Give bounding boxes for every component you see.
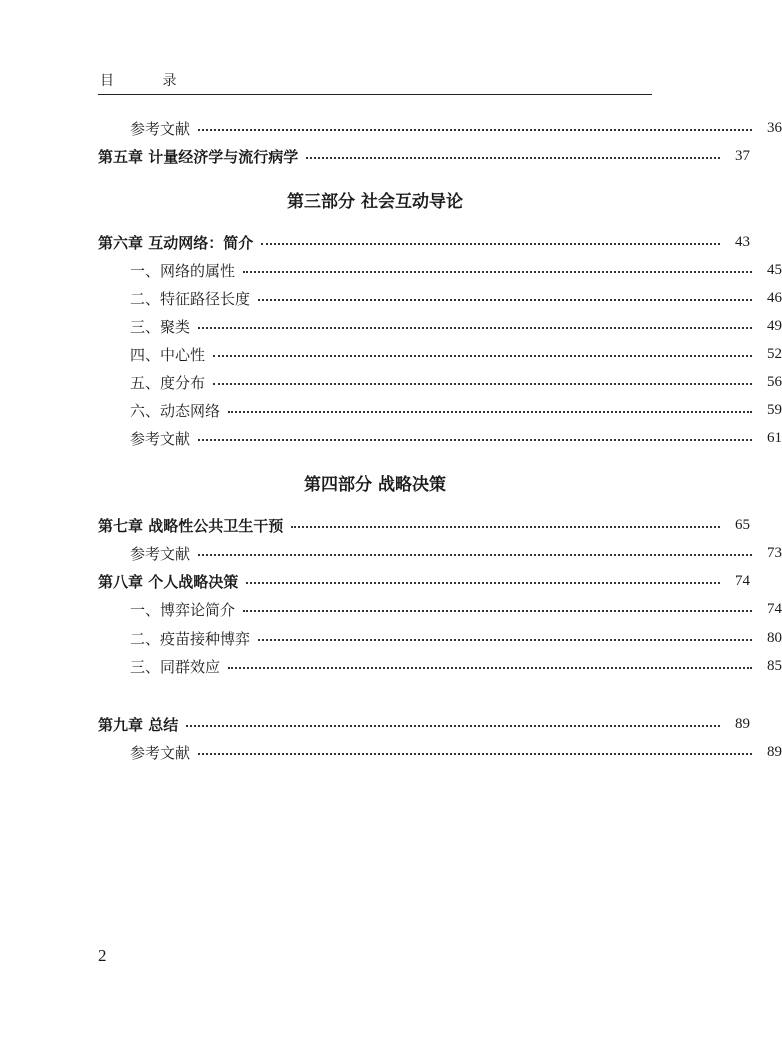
dot-leader: [246, 582, 720, 584]
toc-entry[interactable]: [0, 739, 782, 765]
toc-entry[interactable]: [0, 596, 782, 622]
toc-entry-label: 二、疫苗接种博弈: [130, 629, 251, 648]
dot-leader: [198, 554, 752, 556]
toc-entry[interactable]: [0, 369, 782, 395]
toc-entry-label: 参考文献: [130, 429, 191, 448]
toc-entry-label: 第六章 互动网络：简介: [98, 233, 254, 252]
dot-leader: [291, 526, 720, 528]
toc-entry-label: 三、同群效应: [130, 657, 221, 676]
toc-entry-label: 一、博弈论简介: [130, 600, 236, 619]
toc-page-number: 74: [735, 572, 750, 589]
dot-leader: [198, 327, 752, 329]
toc-entry-label: 第五章 计量经济学与流行病学: [98, 147, 299, 166]
toc-chapter-entry[interactable]: [0, 512, 750, 538]
dot-leader: [198, 439, 752, 441]
toc-entry-label: 第七章 战略性公共卫生干预: [98, 516, 284, 535]
toc-entry-label: 一、网络的属性: [130, 261, 236, 280]
toc-entry[interactable]: [0, 341, 782, 367]
toc-page-number: 73: [767, 544, 782, 561]
toc-page-number: 59: [767, 401, 782, 418]
part-title: 第三部分 社会互动导论: [287, 192, 463, 212]
toc-entry[interactable]: [0, 397, 782, 423]
toc-page-number: 65: [735, 516, 750, 533]
dot-leader: [228, 411, 752, 413]
toc-entry[interactable]: [0, 257, 782, 283]
toc-entry-label: 六、动态网络: [130, 401, 221, 420]
toc-chapter-entry[interactable]: [0, 568, 750, 594]
toc-entry[interactable]: [0, 425, 782, 451]
dot-leader: [306, 157, 720, 159]
dot-leader: [198, 753, 752, 755]
dot-leader: [261, 243, 720, 245]
toc-page-number: 85: [767, 657, 782, 674]
part-title: 第四部分 战略决策: [304, 475, 446, 495]
toc-page-number: 89: [735, 715, 750, 732]
toc-entry-label: 参考文献: [130, 544, 191, 563]
toc-page-number: 74: [767, 600, 782, 617]
toc-page-number: 37: [735, 147, 750, 164]
dot-leader: [228, 667, 752, 669]
toc-entry-label: 第八章 个人战略决策: [98, 572, 239, 591]
toc-page-number: 45: [767, 261, 782, 278]
toc-page-number: 89: [767, 743, 782, 760]
toc-page-number: 49: [767, 317, 782, 334]
toc-page-number: 80: [767, 629, 782, 646]
page-number: 2: [98, 946, 107, 965]
toc-entry-label: 参考文献: [130, 119, 191, 138]
toc-entry[interactable]: [0, 285, 782, 311]
dot-leader: [258, 299, 752, 301]
toc-page-number: 52: [767, 345, 782, 362]
toc-chapter-entry[interactable]: [0, 229, 750, 255]
toc-entry[interactable]: [0, 313, 782, 339]
running-header: [98, 70, 652, 95]
toc-entry-label: 参考文献: [130, 743, 191, 762]
toc-page-number: 43: [735, 233, 750, 250]
dot-leader: [243, 271, 752, 273]
toc-entry[interactable]: [0, 115, 782, 141]
toc-page-number: 36: [767, 119, 782, 136]
toc-entry[interactable]: [0, 625, 782, 651]
dot-leader: [186, 725, 720, 727]
toc-entry[interactable]: [0, 540, 782, 566]
dot-leader: [213, 383, 752, 385]
dot-leader: [198, 129, 752, 131]
toc-page-number: 61: [767, 429, 782, 446]
toc-entry-label: 二、特征路径长度: [130, 289, 251, 308]
header-title: 目 录: [100, 73, 199, 89]
toc-entry-label: 五、度分布: [130, 373, 206, 392]
toc-chapter-entry[interactable]: [0, 143, 750, 169]
dot-leader: [258, 639, 752, 641]
toc-page-number: 56: [767, 373, 782, 390]
toc-entry-label: 四、中心性: [130, 345, 206, 364]
dot-leader: [213, 355, 752, 357]
dot-leader: [243, 610, 752, 612]
toc-entry-label: 第九章 总结: [98, 715, 179, 734]
toc-entry[interactable]: [0, 653, 782, 679]
toc-chapter-entry[interactable]: [0, 711, 750, 737]
toc-page-number: 46: [767, 289, 782, 306]
toc-entry-label: 三、聚类: [130, 317, 191, 336]
